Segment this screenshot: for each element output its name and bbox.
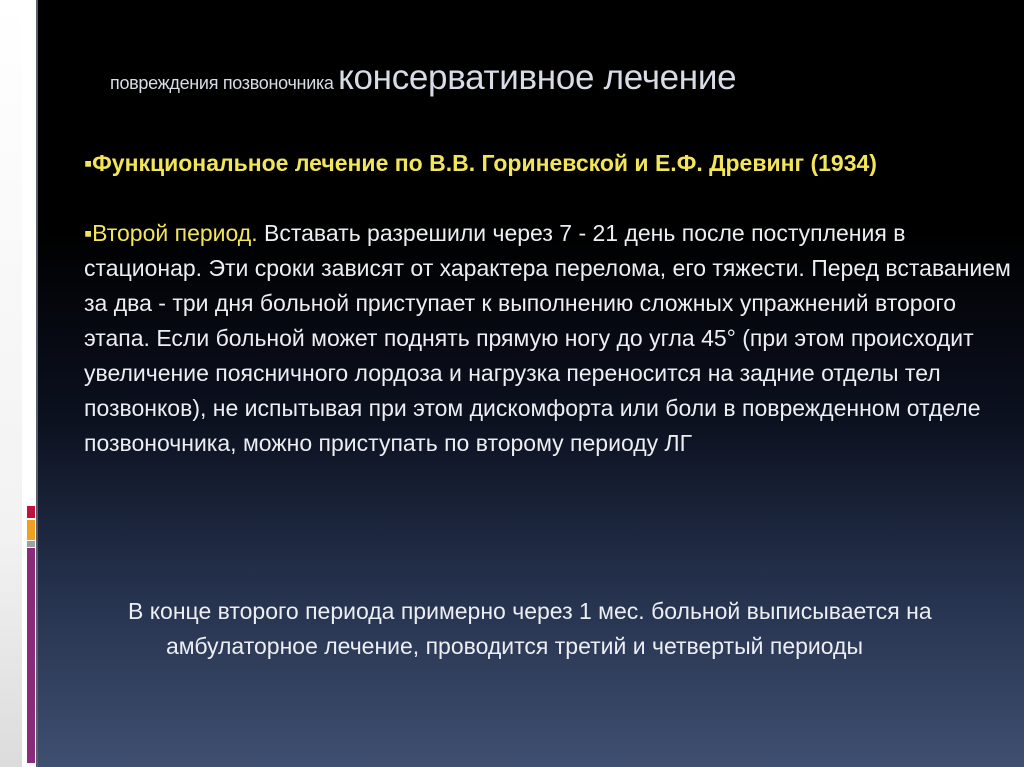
left-side-strip [0, 0, 22, 767]
accent-bar-purple [27, 548, 35, 763]
paragraph-second-period [84, 216, 1024, 461]
paragraph-end-of-second-period: В конце второго периода примерно через 1 мес. больной выписывается на амбулаторное лечение, проводится третий и четвертый периоды [128, 598, 932, 659]
second-period-label: Второй период. [92, 220, 258, 246]
accent-bar-orange [27, 520, 35, 540]
paragraph-functional-treatment [84, 146, 1024, 181]
slide [38, 0, 1024, 767]
accent-bar-red [27, 506, 35, 518]
slide-title [110, 58, 1010, 118]
title-prefix: повреждения позвоночника [110, 73, 334, 93]
title-main: консервативное лечение [338, 58, 737, 97]
bullet-marker: ▪ [84, 220, 93, 246]
bullet-marker: ▪ [84, 150, 93, 176]
paragraph-gap [84, 181, 1024, 216]
slide-body [84, 146, 1024, 461]
accent-bar-gray [27, 541, 35, 547]
functional-treatment-text: Функциональное лечение по В.В. Гориневской и Е.Ф. Древинг (1934) [92, 150, 877, 176]
second-period-text: Вставать разрешили через 7 - 21 день после поступления в стационар. Эти сроки зависят от характера перелома, его тяжести. Перед вставанием за два - три дня больной приступает к выполнению сложных упражнений второго этапа. Если больной может поднять прямую ногу до угла 45° (при этом происходит увеличение поясничного лордоза и нагрузка переносится на задние отделы тел позвонков), не испытывая при этом дискомфорта или боли в поврежденном отделе позвоночника, можно приступать по второму периоду ЛГ [84, 220, 1011, 456]
